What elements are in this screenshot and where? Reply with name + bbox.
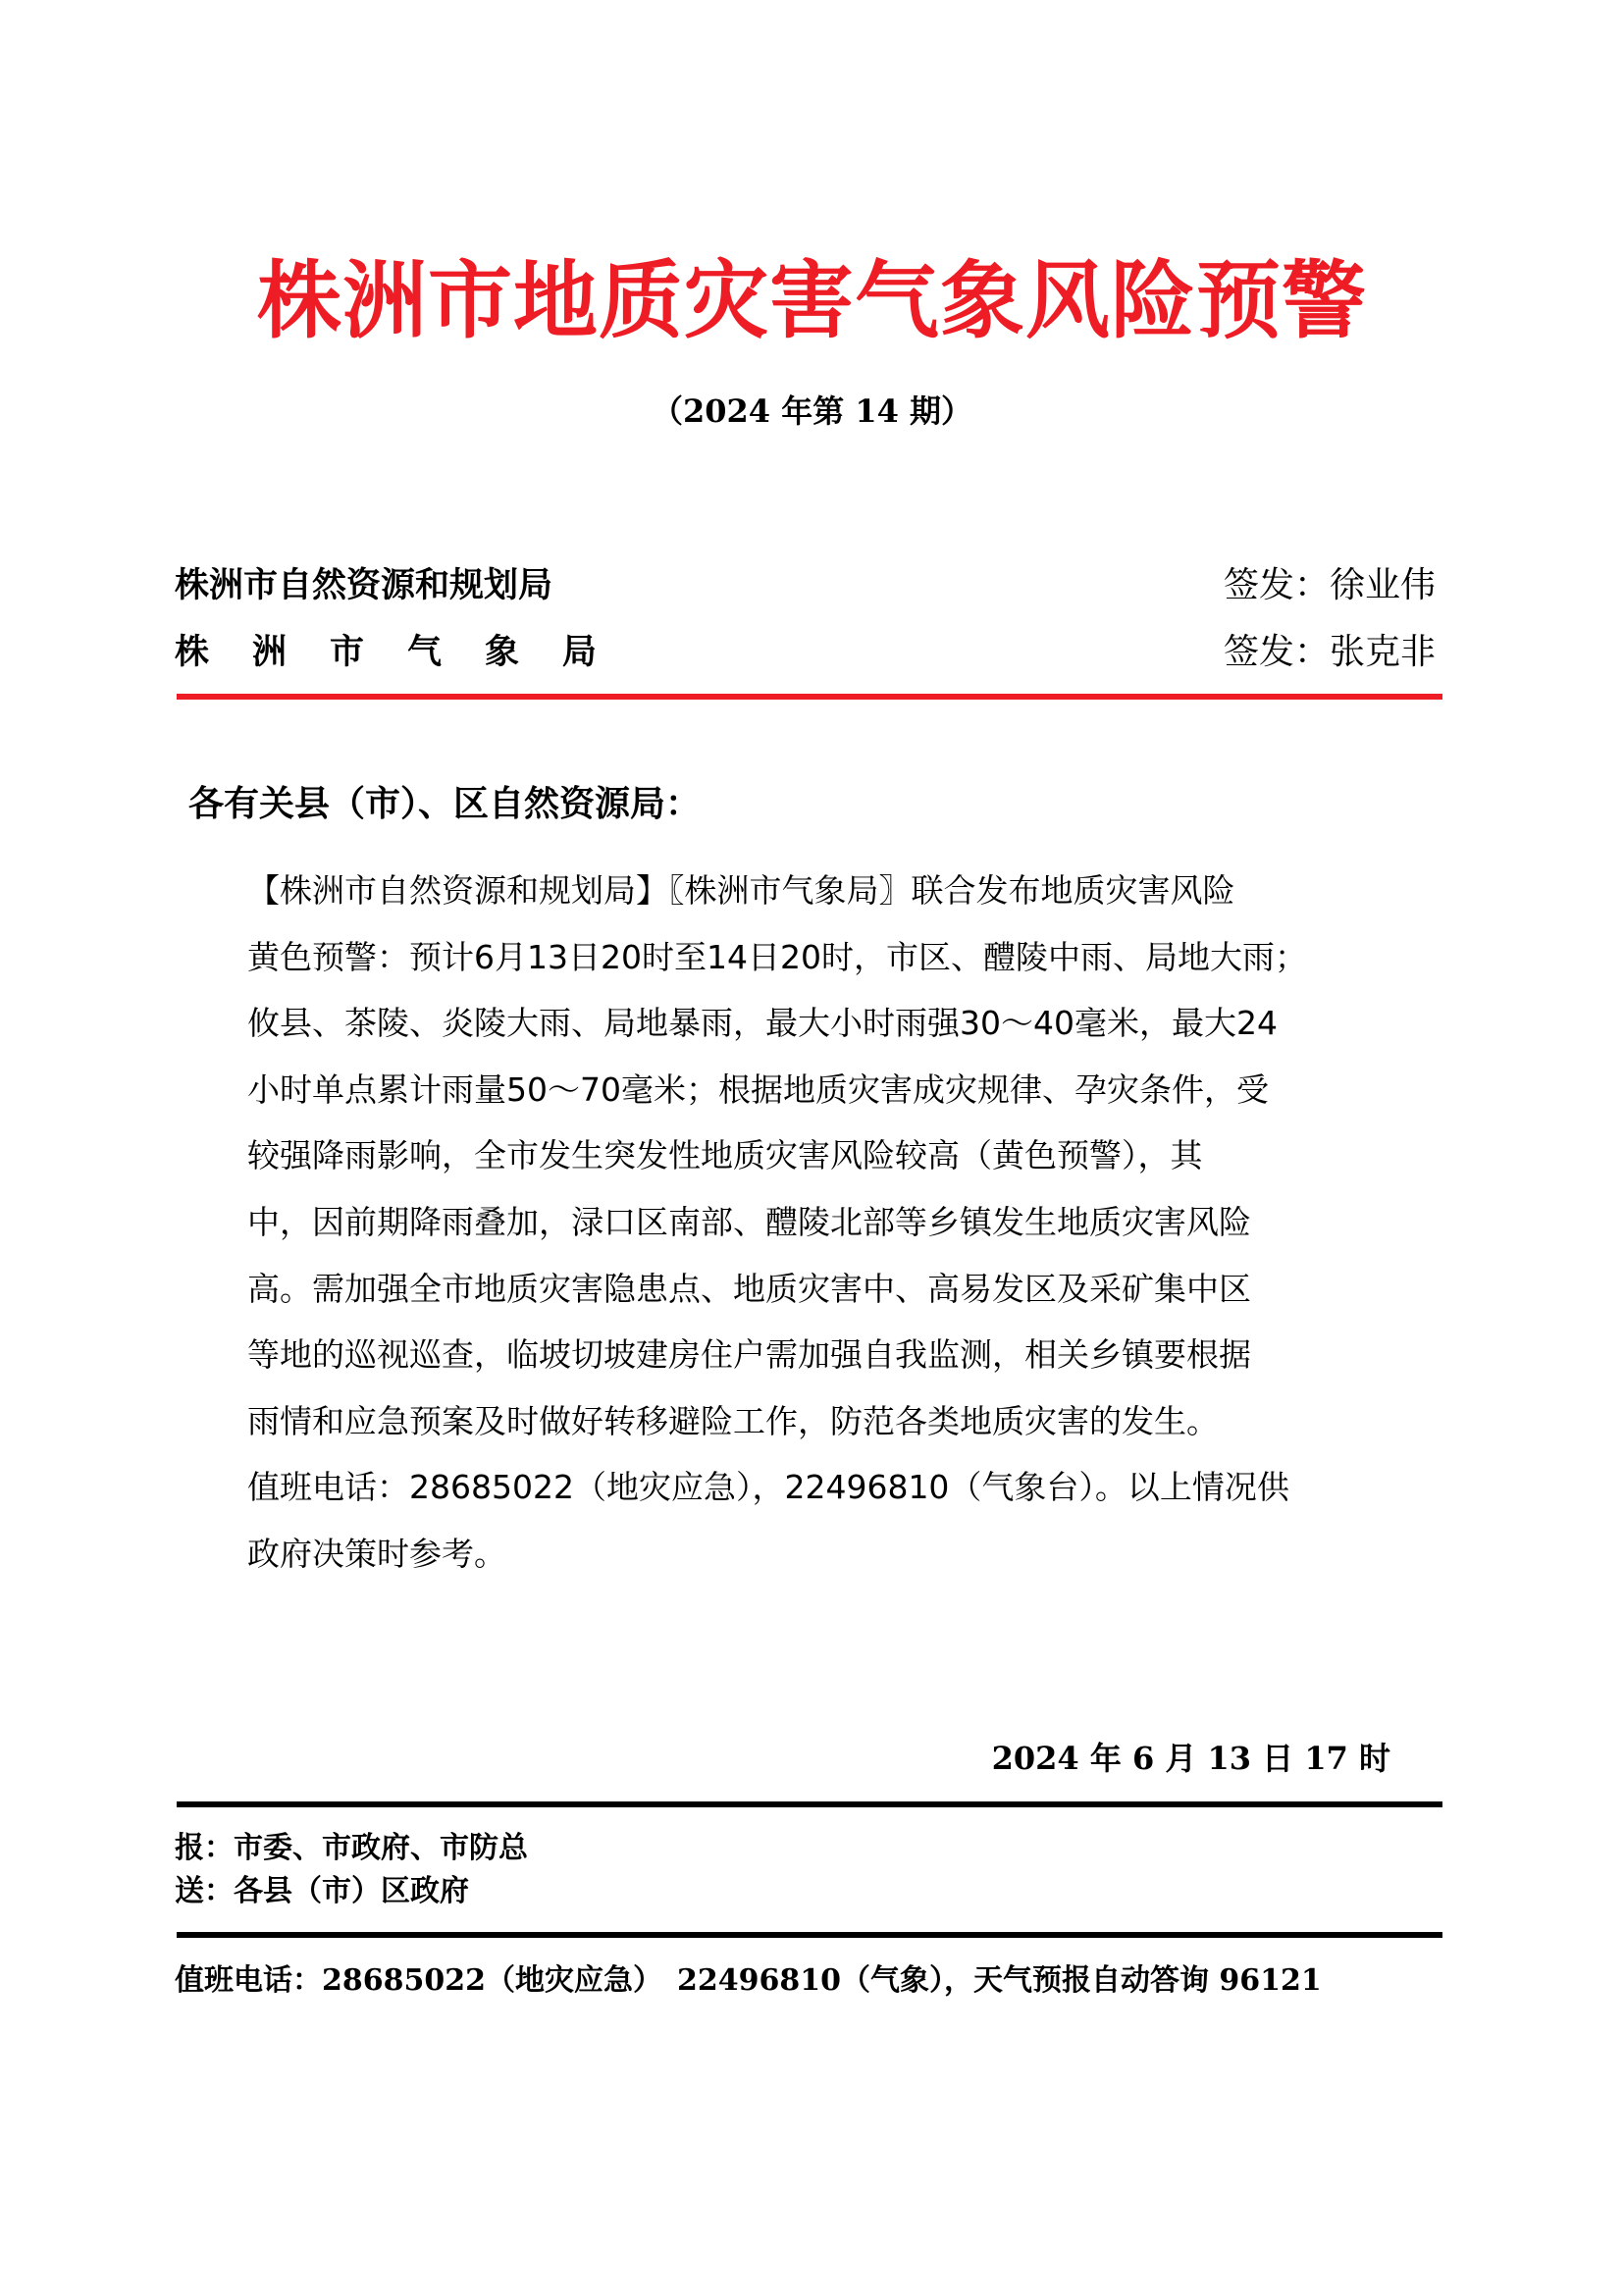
body-line: 中，因前期降雨叠加，渌口区南部、醴陵北部等乡镇发生地质灾害风险 bbox=[247, 1202, 1251, 1241]
signatory-2: 签发：张克非 bbox=[1223, 632, 1436, 672]
body-line: 较强降雨影响，全市发生突发性地质灾害风险较高（黄色预警），其 bbox=[247, 1136, 1203, 1175]
document-title: 株洲市地质灾害气象风险预警 bbox=[257, 251, 1367, 350]
body-line: 小时单点累计雨量50～70毫米；根据地质灾害成灾规律、孕灾条件，受 bbox=[247, 1069, 1269, 1109]
report-to: 报：市委、市政府、市防总 bbox=[175, 1831, 528, 1865]
body-line: 黄色预警：预计6月13日20时至14日20时，市区、醴陵中雨、局地大雨； bbox=[247, 937, 1307, 976]
issuer-org-char: 株 bbox=[175, 633, 210, 672]
black-divider-top bbox=[177, 1801, 1442, 1807]
body-paragraph bbox=[247, 858, 1366, 1588]
issuer-org-char: 洲 bbox=[251, 633, 287, 672]
issuer-org-char: 市 bbox=[329, 633, 364, 672]
issuer-org-char: 局 bbox=[561, 633, 597, 672]
red-divider bbox=[177, 694, 1442, 700]
body-line: 政府决策时参考。 bbox=[247, 1534, 506, 1573]
send-to: 送：各县（市）区政府 bbox=[175, 1874, 469, 1908]
body-line: 高。需加强全市地质灾害隐患点、地质灾害中、高易发区及采矿集中区 bbox=[247, 1269, 1251, 1308]
body-line: 值班电话：28685022（地灾应急），22496810（气象台）。以上情况供 bbox=[247, 1468, 1289, 1507]
body-line: 【株洲市自然资源和规划局】〖株洲市气象局〗联合发布地质灾害风险 bbox=[247, 871, 1235, 910]
signatory-1: 签发：徐业伟 bbox=[1223, 565, 1436, 605]
body-line: 等地的巡视巡查，临坡切坡建房住户需加强自我监测，相关乡镇要根据 bbox=[247, 1335, 1251, 1375]
issuer-org-meteorological bbox=[175, 628, 597, 677]
issuer-org-natural-resources: 株洲市自然资源和规划局 bbox=[175, 566, 553, 605]
issuer-org-char: 象 bbox=[484, 633, 519, 672]
black-divider-bottom bbox=[177, 1932, 1442, 1938]
body-line: 雨情和应急预案及时做好转移避险工作，防范各类地质灾害的发生。 bbox=[247, 1401, 1219, 1440]
body-line: 攸县、茶陵、炎陵大雨、局地暴雨，最大小时雨强30～40毫米，最大24 bbox=[247, 1004, 1278, 1043]
issue-date: 2024 年 6 月 13 日 17 时 bbox=[991, 1740, 1390, 1777]
salutation: 各有关县（市）、区自然资源局： bbox=[188, 784, 702, 824]
issuer-org-char: 气 bbox=[406, 633, 442, 672]
issue-number: （2024 年第 14 期） bbox=[651, 392, 973, 430]
footer-contact: 值班电话：28685022（地灾应急） 22496810（气象），天气预报自动答询 96121 bbox=[175, 1963, 1322, 1998]
